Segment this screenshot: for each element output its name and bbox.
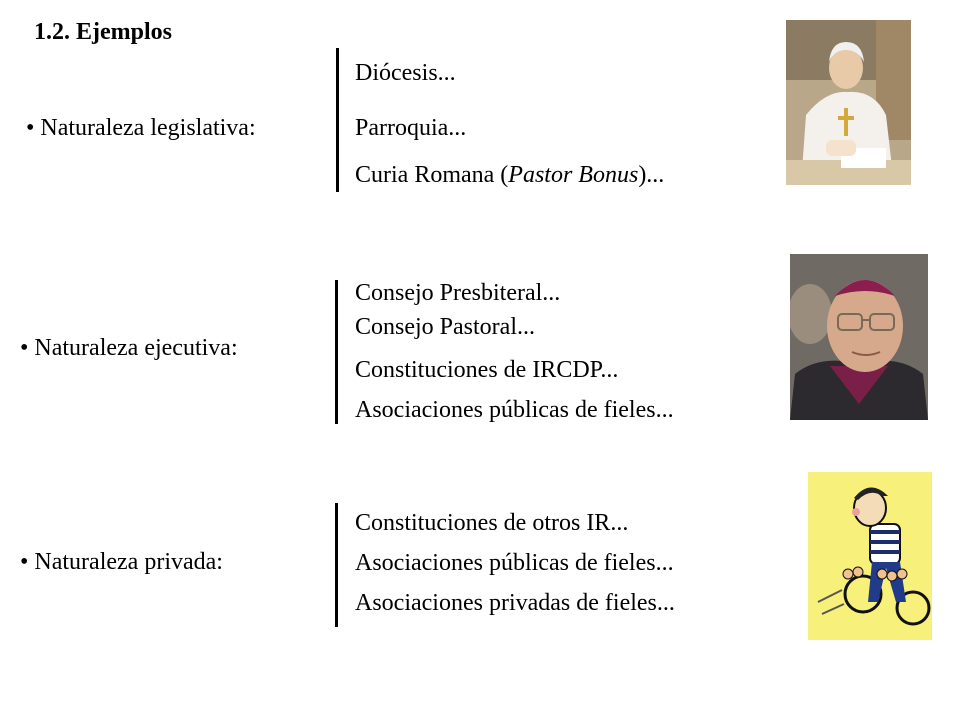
curia-prefix: Curia Romana (	[355, 162, 509, 188]
curia-suffix: )...	[638, 162, 665, 188]
cyclist-cartoon	[808, 472, 932, 640]
slide-title: 1.2. Ejemplos	[34, 19, 172, 45]
bracket-line-legislativa	[336, 48, 339, 192]
curia-italic: Pastor Bonus	[508, 162, 639, 188]
bishop-photo	[790, 254, 928, 420]
item-constituciones-otros-ir: Constituciones de otros IR...	[355, 510, 629, 536]
item-consejo-pastoral: Consejo Pastoral...	[355, 314, 535, 340]
item-asociaciones-publicas-2: Asociaciones públicas de fieles...	[355, 550, 674, 576]
bullet-legislativa: • Naturaleza legislativa:	[26, 115, 256, 141]
item-diocesis: Diócesis...	[355, 60, 456, 86]
bullet-ejecutiva: • Naturaleza ejecutiva:	[20, 335, 238, 361]
item-consejo-presbiteral: Consejo Presbiteral...	[355, 280, 561, 306]
bracket-line-ejecutiva	[335, 280, 338, 424]
bullet-privada: • Naturaleza privada:	[20, 549, 223, 575]
pope-photo	[786, 20, 911, 185]
item-curia-romana	[355, 160, 664, 190]
item-constituciones-ircdp: Constituciones de IRCDP...	[355, 357, 619, 383]
item-parroquia: Parroquia...	[355, 115, 467, 141]
item-asociaciones-publicas-1: Asociaciones públicas de fieles...	[355, 397, 674, 423]
bracket-line-privada	[335, 503, 338, 627]
item-asociaciones-privadas: Asociaciones privadas de fieles...	[355, 590, 675, 616]
